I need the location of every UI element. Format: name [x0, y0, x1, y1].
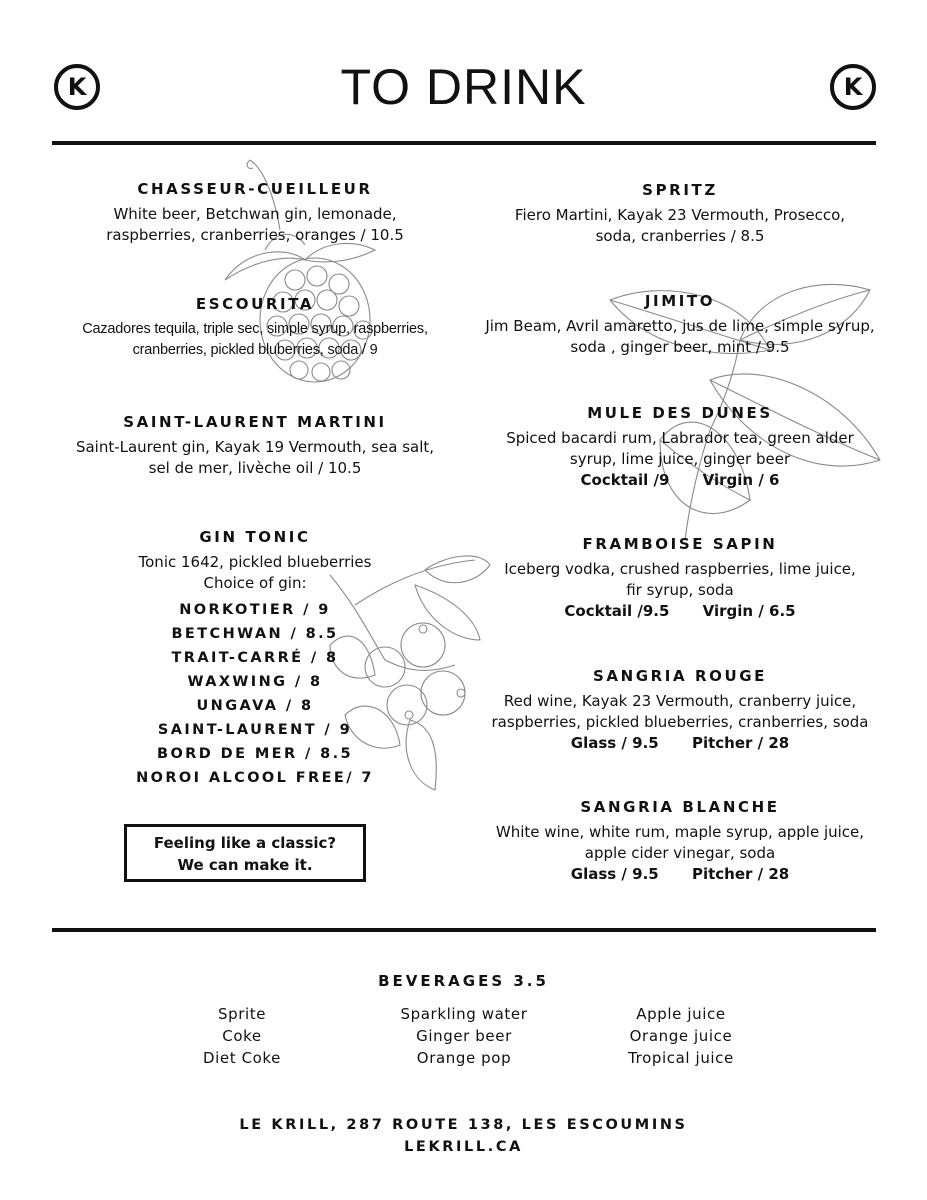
beverages-column-1 — [142, 1003, 342, 1069]
drink-description: Spiced bacardi rum, Labrador tea, green alder — [506, 429, 854, 447]
gin-option: BORD DE MER / 8.5 — [157, 746, 353, 762]
gin-option: UNGAVA / 8 — [196, 698, 314, 714]
beverages-column-2 — [364, 1003, 564, 1069]
drink-description: raspberries, pickled blueberries, cranberries, soda — [491, 713, 869, 731]
drink-name: CHASSEUR-CUEILLEUR — [137, 180, 373, 198]
gin-option: BETCHWAN / 8.5 — [171, 626, 339, 642]
drink-description: White beer, Betchwan gin, lemonade, — [113, 205, 397, 223]
drink-jimito — [462, 292, 898, 358]
drink-name: SANGRIA BLANCHE — [580, 798, 780, 816]
drink-name: ESCOURITA — [195, 295, 315, 313]
drink-sangria-rouge — [462, 667, 898, 754]
beverage-item: Sparkling water — [400, 1005, 528, 1023]
drink-name: GIN TONIC — [199, 528, 311, 546]
price-glass: Glass / 9.5 — [570, 734, 659, 752]
gin-option: SAINT-LAURENT / 9 — [157, 722, 353, 738]
price-pitcher: Pitcher / 28 — [691, 734, 790, 752]
gin-option: NORKOTIER / 9 — [179, 602, 331, 618]
gin-option: NOROI ALCOOL FREE/ 7 — [136, 770, 374, 786]
right-column — [462, 0, 898, 900]
beverage-item: Tropical juice — [628, 1049, 734, 1067]
drink-description: syrup, lime juice, ginger beer — [569, 450, 791, 468]
beverage-item: Orange pop — [416, 1049, 512, 1067]
price-cocktail: Cocktail /9.5 — [564, 602, 670, 620]
drink-saint-laurent-martini — [30, 413, 480, 479]
beverage-item: Ginger beer — [416, 1027, 512, 1045]
drink-description: cranberries, pickled bluberries, soda / 9 — [132, 342, 378, 358]
drink-description: apple cider vinegar, soda — [584, 844, 776, 862]
drink-prices — [462, 733, 898, 754]
beverages-column-3 — [581, 1003, 781, 1069]
drink-mule-des-dunes — [462, 404, 898, 491]
beverages-title: BEVERAGES 3.5 — [378, 972, 549, 990]
logo-letter: K — [843, 73, 863, 101]
beverage-item: Sprite — [217, 1005, 267, 1023]
notice-line: Feeling like a classic? — [153, 834, 337, 852]
drink-prices — [462, 864, 898, 885]
drink-chasseur-cueilleur — [30, 180, 480, 246]
drink-description: Red wine, Kayak 23 Vermouth, cranberry juice, — [503, 692, 857, 710]
gin-option: WAXWING / 8 — [187, 674, 323, 690]
drink-name: JIMITO — [644, 292, 716, 310]
drink-name: SANGRIA ROUGE — [592, 667, 768, 685]
drink-prices — [462, 470, 898, 491]
drink-spritz — [462, 181, 898, 247]
footer-website[interactable]: LEKRILL.CA — [404, 1139, 523, 1155]
drink-description: Iceberg vodka, crushed raspberries, lime juice, — [504, 560, 856, 578]
footer-address: LE KRILL, 287 ROUTE 138, LES ESCOUMINS — [239, 1117, 688, 1133]
drink-name: SAINT-LAURENT MARTINI — [123, 413, 387, 431]
price-virgin: Virgin / 6 — [702, 471, 780, 489]
drink-description: sel de mer, livèche oil / 10.5 — [148, 459, 362, 477]
drink-description: Cazadores tequila, triple sec, simple syrup, raspberries, — [82, 321, 428, 337]
drink-name: MULE DES DUNES — [587, 404, 773, 422]
price-glass: Glass / 9.5 — [570, 865, 659, 883]
drink-description: Choice of gin: — [203, 574, 307, 592]
drink-description: fir syrup, soda — [626, 581, 734, 599]
beverage-item: Apple juice — [636, 1005, 726, 1023]
drink-description: raspberries, cranberries, oranges / 10.5 — [106, 226, 404, 244]
price-cocktail: Cocktail /9 — [580, 471, 670, 489]
drink-prices — [462, 601, 898, 622]
gin-options-list — [30, 598, 480, 790]
beverages-divider — [52, 928, 876, 932]
beverage-item: Orange juice — [629, 1027, 733, 1045]
drink-escourita — [30, 295, 480, 361]
drink-description: Tonic 1642, pickled blueberries — [138, 553, 372, 571]
page-title: TO DRINK — [340, 59, 587, 115]
price-virgin: Virgin / 6.5 — [702, 602, 796, 620]
drink-description: Saint-Laurent gin, Kayak 19 Vermouth, sea salt, — [75, 438, 435, 456]
beverage-item: Coke — [222, 1027, 262, 1045]
drink-sangria-blanche — [462, 798, 898, 885]
beverage-item: Diet Coke — [202, 1049, 282, 1067]
drink-name: SPRITZ — [642, 181, 718, 199]
price-pitcher: Pitcher / 28 — [691, 865, 790, 883]
drink-description: soda , ginger beer, mint / 9.5 — [570, 338, 790, 356]
left-column — [30, 0, 480, 900]
classic-cocktail-notice — [124, 824, 366, 882]
drink-name: FRAMBOISE SAPIN — [582, 535, 778, 553]
drink-description: Fiero Martini, Kayak 23 Vermouth, Prosecco, — [514, 206, 846, 224]
drink-framboise-sapin — [462, 535, 898, 622]
drink-description: White wine, white rum, maple syrup, apple juice, — [495, 823, 865, 841]
notice-line: We can make it. — [177, 856, 313, 874]
gin-option: TRAIT-CARRÉ / 8 — [171, 650, 339, 666]
drink-description: Jim Beam, Avril amaretto, jus de lime, simple syrup, — [485, 317, 875, 335]
drink-description: soda, cranberries / 8.5 — [595, 227, 765, 245]
logo-letter: K — [67, 73, 87, 101]
drink-gin-tonic — [30, 528, 480, 790]
